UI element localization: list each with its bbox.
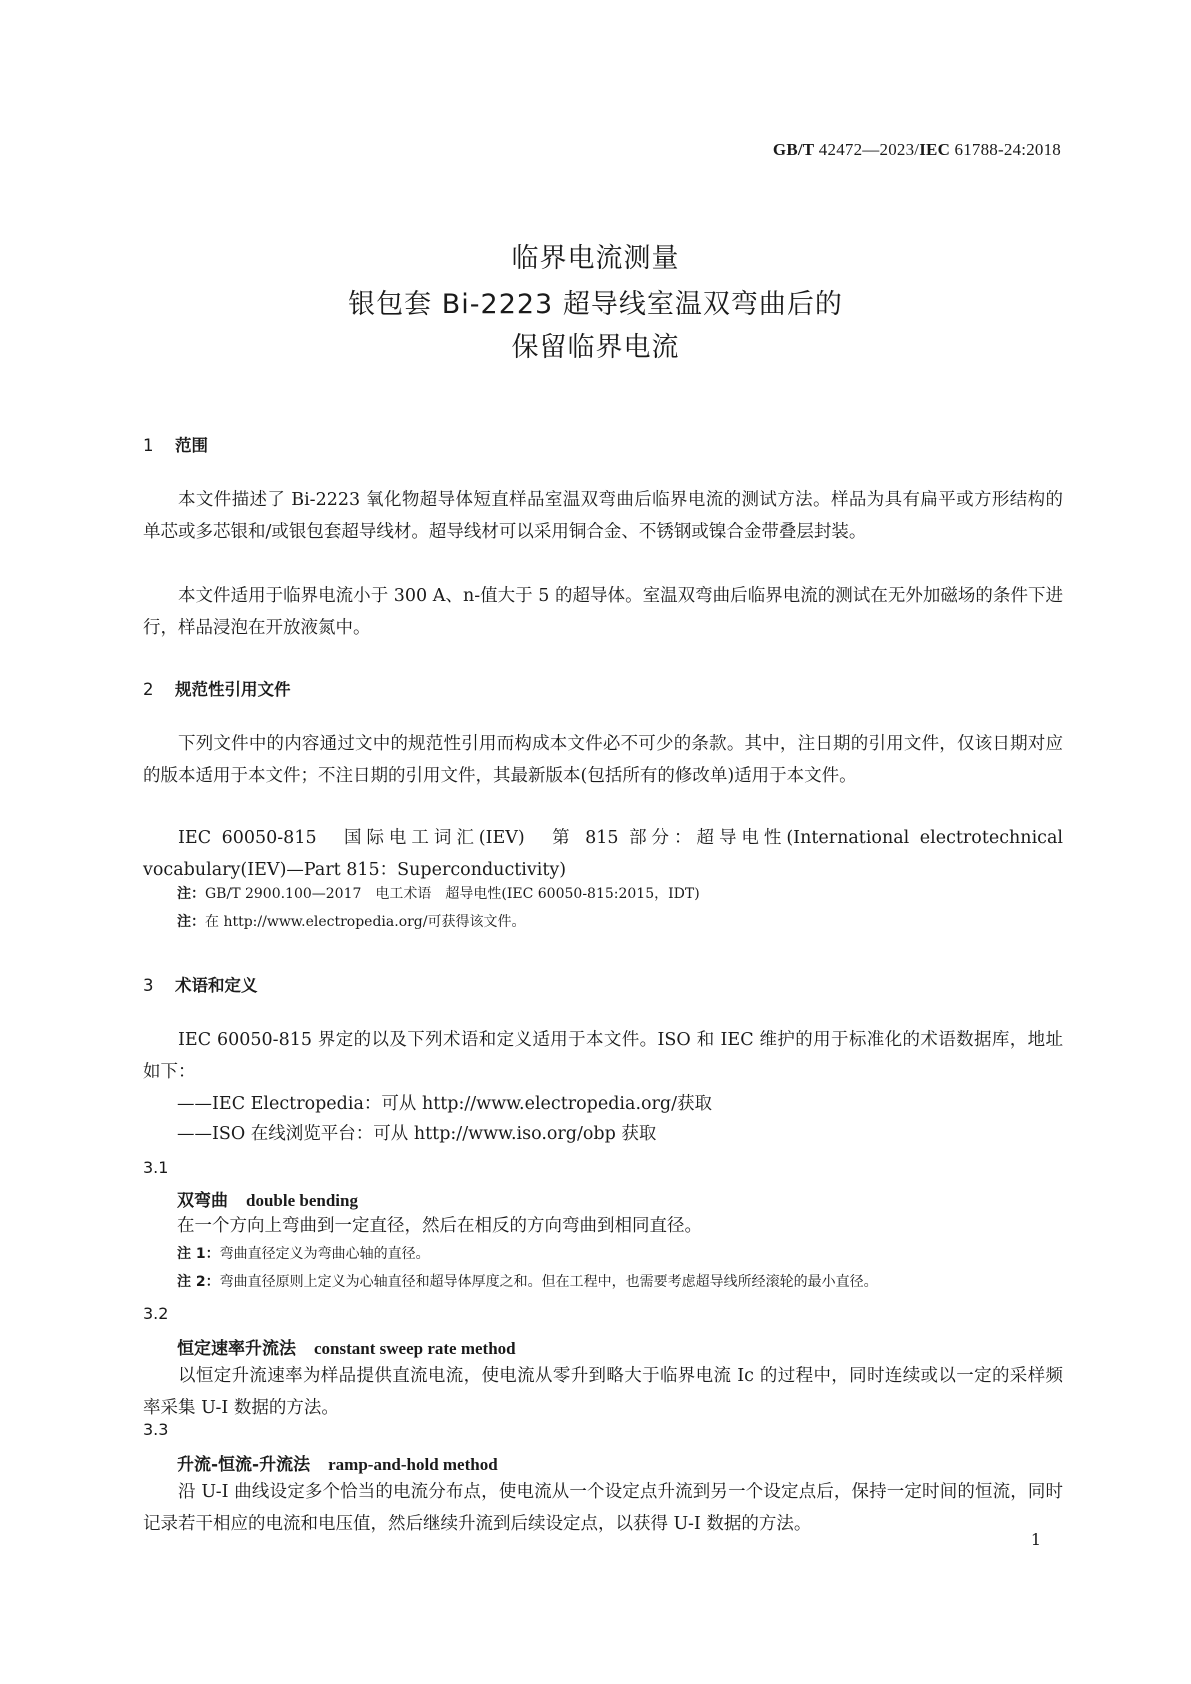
term-zh: 升流-恒流-升流法 [177, 1455, 311, 1475]
term-en: ramp-and-hold method [328, 1455, 498, 1474]
note-text: 弯曲直径定义为弯曲心轴的直径。 [219, 1246, 430, 1262]
term-en: constant sweep rate method [314, 1339, 516, 1358]
title-line-2: 银包套 Bi-2223 超导线室温双弯曲后的 [348, 289, 843, 320]
section-title: 术语和定义 [175, 976, 258, 995]
section-1-heading [143, 432, 208, 456]
term-definition: 在一个方向上弯曲到一定直径，然后在相反的方向弯曲到相同直径。 [177, 1216, 702, 1236]
code-iec: IEC [919, 140, 951, 159]
term-ramp-and-hold-method [177, 1450, 498, 1475]
database-item-1: ——IEC Electropedia：可从 http://www.electropedia.org/获取 [177, 1094, 713, 1114]
standard-code [773, 140, 1061, 160]
section-3-paragraph-1: IEC 60050-815 界定的以及下列术语和定义适用于本文件。ISO 和 IEC 维护的用于标准化的术语数据库，地址如下： [143, 1030, 1063, 1082]
section-number: 2 [143, 680, 154, 699]
term-zh: 恒定速率升流法 [177, 1339, 296, 1359]
code-prefix: GB/T [772, 140, 815, 159]
note-text: 在 http://www.electropedia.org/可获得该文件。 [205, 914, 526, 930]
section-1-paragraph-2: 本文件适用于临界电流小于 300 A、n-值大于 5 的超导体。室温双弯曲后临界电流的测试在无外加磁场的条件下进行，样品浸泡在开放液氮中。 [143, 586, 1063, 638]
clause-3-2-number: 3.2 [143, 1304, 169, 1323]
term-double-bending [177, 1186, 358, 1211]
code-number: 42472—2023/ [814, 140, 920, 159]
note-label: 注 1： [177, 1246, 220, 1262]
normative-reference: IEC 60050-815 国际电工词汇(IEV) 第 815 部分：超导电性(International electrotechnical vocabulary(IEV)—Part 815：Superconductivity) [143, 828, 1063, 880]
database-item-2: ——ISO 在线浏览平台：可从 http://www.iso.org/obp 获取 [177, 1124, 657, 1144]
term-en: double bending [246, 1191, 358, 1210]
clause-3-3-number: 3.3 [143, 1420, 169, 1439]
section-2-heading [143, 676, 291, 700]
section-2-note-1 [177, 884, 700, 904]
term-definition: 以恒定升流速率为样品提供直流电流，使电流从零升到略大于临界电流 Ic 的过程中，同时连续或以一定的采样频率采集 U-I 数据的方法。 [143, 1366, 1063, 1418]
page-number: 1 [1030, 1530, 1041, 1549]
section-2-paragraph-1: 下列文件中的内容通过文中的规范性引用而构成本文件必不可少的条款。其中，注日期的引用文件，仅该日期对应的版本适用于本文件；不注日期的引用文件，其最新版本(包括所有的修改单)适用于本文件。 [143, 734, 1063, 786]
term-zh: 双弯曲 [177, 1191, 228, 1211]
clause-3-1-note-1 [177, 1244, 430, 1264]
note-text: 弯曲直径原则上定义为心轴直径和超导体厚度之和。但在工程中，也需要考虑超导线所经滚轮的最小直径。 [219, 1274, 878, 1290]
section-1-paragraph-1: 本文件描述了 Bi-2223 氧化物超导体短直样品室温双弯曲后临界电流的测试方法。样品为具有扁平或方形结构的单芯或多芯银和/或银包套超导线材。超导线材可以采用铜合金、不锈钢或镍合金带叠层封装。 [143, 490, 1063, 542]
section-2-note-2 [177, 912, 526, 932]
note-label: 注： [177, 886, 205, 902]
note-text: GB/T 2900.100—2017 电工术语 超导电性(IEC 60050-815:2015，IDT) [205, 886, 700, 902]
note-label: 注： [177, 914, 205, 930]
clause-3-1-number: 3.1 [143, 1158, 169, 1177]
section-title: 范围 [175, 436, 208, 455]
term-definition: 沿 U-I 曲线设定多个恰当的电流分布点，使电流从一个设定点升流到另一个设定点后，保持一定时间的恒流，同时记录若干相应的电流和电压值，然后继续升流到后续设定点，以获得 U-I 数据的方法。 [143, 1482, 1063, 1534]
section-number: 3 [143, 976, 154, 995]
term-constant-sweep-rate-method [177, 1334, 516, 1359]
title-line-3: 保留临界电流 [511, 332, 680, 363]
section-3-heading [143, 972, 258, 996]
section-title: 规范性引用文件 [175, 680, 291, 699]
clause-3-1-note-2 [177, 1272, 878, 1292]
note-label: 注 2： [177, 1274, 220, 1290]
title-line-1: 临界电流测量 [511, 243, 680, 274]
section-number: 1 [143, 436, 154, 455]
code-suffix: 61788-24:2018 [950, 140, 1061, 159]
